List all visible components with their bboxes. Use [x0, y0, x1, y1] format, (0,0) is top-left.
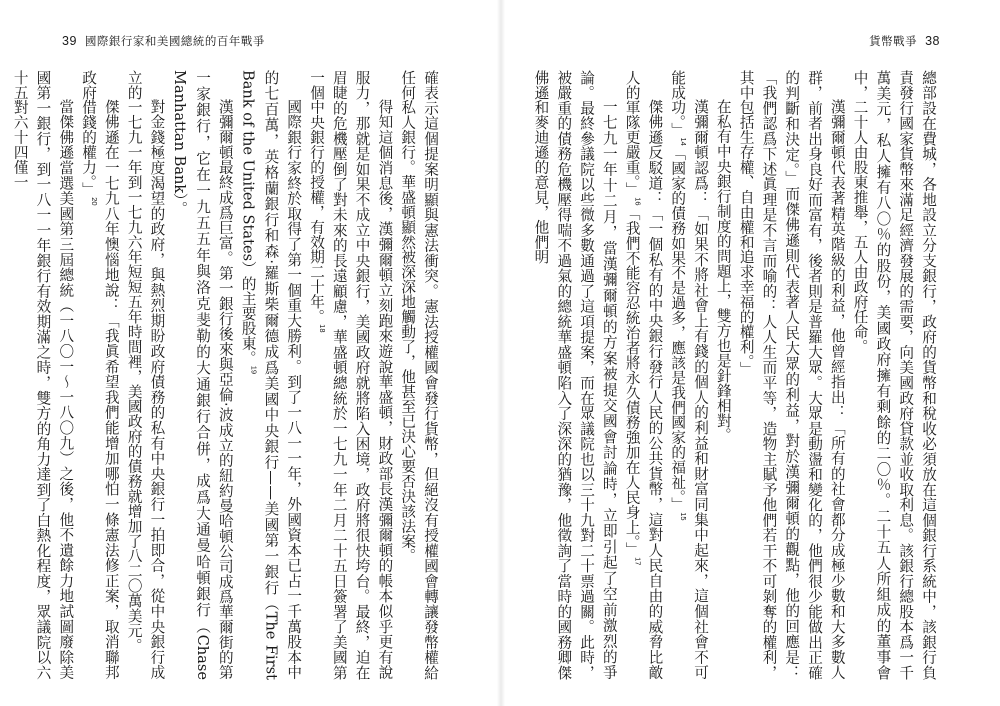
body-paragraph	[395, 70, 441, 680]
paragraph-text: 漢彌爾頓最終成爲巨富。第一銀行後來與亞倫‧波成立的紐約曼哈頓公司成爲華爾街的第一家銀行，它在一九五五年與洛克斐勒的大通銀行合併，成爲大通曼哈頓銀行（	[194, 70, 234, 680]
footnote-marker: 19	[249, 365, 259, 375]
body-paragraph	[8, 70, 76, 680]
paragraph-text: 當傑佛遜當選美國第三屆總統（一八〇一～一八〇九）之後，他不遺餘力地試圖廢除美國第一銀行，到一八一一年銀行有效期滿之時，雙方的角力達到了白熱化程度，眾議院以六十五對六十四僅一	[11, 70, 75, 680]
paragraph-text: ）的主要股東。	[239, 261, 257, 366]
paragraph-text: 漢彌爾頓認爲：「如果不將社會上有錢的個人的利益和財富同集中起來，這個社會不可能成功。」	[669, 70, 710, 680]
body-paragraph	[304, 70, 395, 680]
body-paragraph	[734, 70, 848, 680]
paragraph-text: 漢彌爾頓代表著精英階級的利益，他曾經指出：「所有的社會都分成極少數和大多數人群，前者出身良好而富有，後者則是普羅大眾。大眾是動盪和變化的，他們很少能做出正確的判斷和決定。」而傑佛遜則代表著人民大眾的利益，對於漢彌爾頓的觀點，他的回應是：「我們認爲下述眞理是不言而喻的：人人生而平等，造物主賦予他們若干不可剝奪的權利，其中包括生存權、自由權和追求幸福的權利。」	[737, 70, 846, 680]
right-page-number: 38	[925, 34, 940, 48]
body-paragraph	[665, 70, 711, 680]
paragraph-text: 在私有中央銀行制度的問題上，雙方也是針鋒相對。	[714, 99, 732, 444]
body-paragraph	[711, 70, 734, 680]
body-paragraph	[529, 70, 620, 680]
footnote-marker: 15	[679, 512, 689, 521]
left-page-body	[11, 70, 441, 680]
paragraph-text: 確表示這個提案明顯與憲法衝突。憲法授權國會發行貨幣，但絕沒有授權國會轉讓發幣權給任何私人銀行。華盛頓顯然被深深地觸動了，他甚至已決心要否決該法案。	[399, 70, 439, 680]
paragraph-text: 對金錢極度渴望的政府，與熱烈期盼政府債務的私有中央銀行一拍即合，從中央銀行成立的一七九一年到一七九六年短短五年時間裡，美國政府的債務就增加了八二〇萬美元。	[125, 70, 166, 680]
latin-text: Chase Manhattan Bank	[171, 70, 212, 680]
footnote-marker: 18	[317, 324, 327, 333]
right-page-body	[528, 70, 939, 680]
paragraph-text: ）。	[171, 193, 189, 216]
footnote-marker: 16	[633, 197, 643, 206]
paragraph-text: 「國家的債務如果不是過多，應該是我們國家的福祉。」	[669, 145, 687, 513]
paragraph-text: 國際銀行家終於取得了第一個重大勝利。到了一八一一年，外國資本已占一千萬股本中的七百萬，英格蘭銀行和森‧羅斯柴爾德成爲美國中央銀行——美國第一銀行（	[262, 70, 303, 680]
left-page-number: 39	[62, 34, 77, 48]
body-paragraph	[620, 70, 666, 680]
paragraph-text: 得知這個消息後，漢彌爾頓立刻跑來遊說華盛頓，財政部長漢彌爾頓的帳本似乎更有說服力，那就是如果不成立中央銀行，美國政府就將陷入困境，政府將很快垮台。最終，迫在眉睫的危機壓倒了對未來的長遠顧慮，華盛頓總統於一七九一年二月二十五日簽署了美國第一個中央銀行的授權，有效期二十年。	[308, 70, 394, 680]
footnote-marker: 17	[633, 557, 643, 566]
right-page-header	[869, 34, 940, 48]
left-page-header	[62, 34, 265, 48]
paragraph-text: 傑佛遜在一七九八年懊惱地說：「我眞希望我們能增加哪怕一條憲法修正案，取消聯邦政府借錢的權力。」	[80, 70, 120, 680]
right-running-title: 貨幣戰爭	[869, 34, 918, 48]
footnote-marker: 20	[89, 197, 99, 206]
body-paragraph	[848, 70, 939, 680]
footnote-marker: 14	[679, 137, 689, 146]
paragraph-text: 總部設在費城，各地設立分支銀行，政府的貨幣和稅收必須放在這個銀行系統中，該銀行負責發行國家貨幣來滿足經濟發展的需要，向美國政府貸款並收取利息。該銀行總股本爲一千萬美元，私人擁有八〇％的股份，美國政府擁有剩餘的二〇％。二十五人所組成的董事會中，二十人由股東推舉，五人由政府任命。	[851, 70, 937, 680]
paragraph-text: 傑佛遜反駁道：「一個私有的中央銀行發行人民的公共貨幣，這對人民自由的威脅比敵人的軍隊更嚴重。」	[623, 70, 664, 680]
left-running-title: 國際銀行家和美國總統的百年戰爭	[84, 34, 265, 48]
body-paragraph	[122, 70, 168, 680]
paragraph-text: 一七九一年十二月，當漢彌爾頓的方案被提交國會討論時，立即引起了空前激烈的爭論。最終參議院以些微多數通過了這項提案，而在眾議院也以三十九對二十票過關。此時，被嚴重的債務危機壓得喘不過氣的總統華盛頓陷入了深深的猶豫，他徵詢了當時的國務卿傑佛遜和麥迪遜的意見，他們明	[532, 70, 618, 680]
body-paragraph	[236, 70, 304, 680]
paragraph-text: 「我們不能容忍統治者將永久債務強加在人民身上。」	[623, 205, 641, 558]
book-gutter	[497, 0, 505, 706]
body-paragraph	[167, 70, 235, 680]
body-paragraph	[76, 70, 122, 680]
latin-text: The First Bank of the United States	[239, 70, 280, 680]
